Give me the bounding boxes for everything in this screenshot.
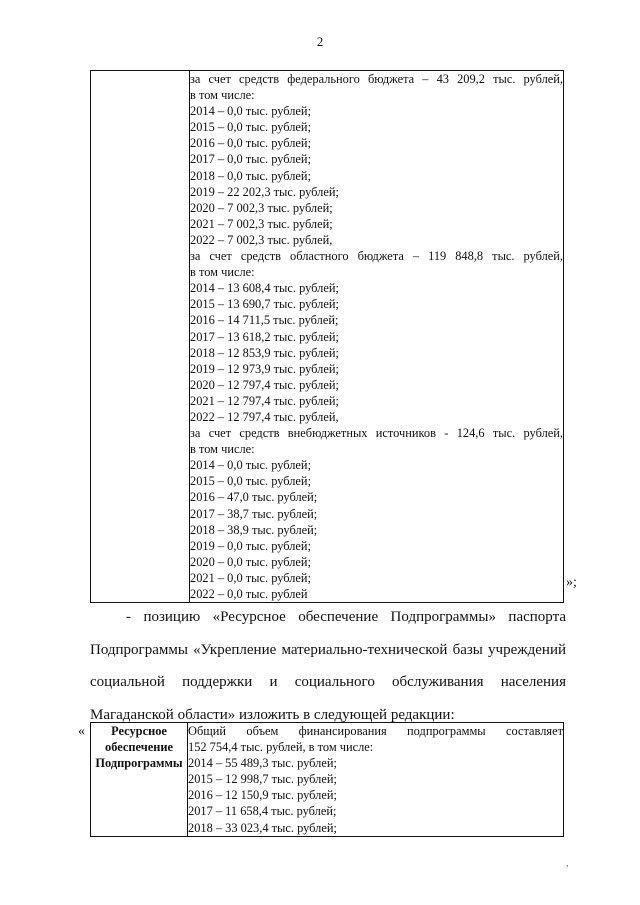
funding-line: 2014 – 55 489,3 тыс. рублей;: [188, 756, 337, 771]
table-label-cell-empty: [91, 71, 190, 603]
label-line: обеспечение: [105, 740, 173, 755]
funding-line: 2016 – 12 150,9 тыс. рублей;: [188, 788, 337, 803]
funding-line: 2017 – 13 618,2 тыс. рублей;: [190, 329, 339, 344]
funding-line: 2021 – 12 797,4 тыс. рублей;: [190, 393, 339, 408]
funding-line: 2021 – 0,0 тыс. рублей;: [190, 570, 312, 585]
funding-line: в том числе:: [190, 265, 255, 280]
funding-line: в том числе:: [190, 442, 255, 457]
funding-line: 2017 – 0,0 тыс. рублей;: [190, 152, 312, 167]
scan-speck: ,: [566, 858, 569, 869]
funding-line: 2016 – 0,0 тыс. рублей;: [190, 136, 312, 151]
label-line: Ресурсное: [111, 724, 167, 738]
amendment-paragraph: [90, 604, 566, 734]
funding-line: 2018 – 0,0 тыс. рублей;: [190, 168, 312, 183]
label-line: Подпрограммы: [95, 756, 183, 771]
paragraph-line: Магаданской области» изложить в следующей редакции:: [90, 706, 455, 723]
paragraph-line: социальной поддержки и социального обслуживания населения: [90, 674, 566, 690]
page-number: 2: [316, 34, 324, 49]
funding-line: 2016 – 14 711,5 тыс. рублей;: [190, 313, 339, 328]
funding-line: 2021 – 7 002,3 тыс. рублей;: [190, 216, 333, 231]
funding-line: 2018 – 33 023,4 тыс. рублей;: [188, 820, 337, 835]
funding-line: 2022 – 7 002,3 тыс. рублей,: [190, 232, 333, 247]
funding-line: 2014 – 0,0 тыс. рублей;: [190, 458, 312, 473]
funding-line: 2018 – 38,9 тыс. рублей;: [190, 522, 318, 537]
funding-line: 2015 – 0,0 тыс. рублей;: [190, 474, 312, 489]
funding-line: 2017 – 11 658,4 тыс. рублей;: [188, 804, 337, 819]
funding-line: 2015 – 13 690,7 тыс. рублей;: [190, 297, 339, 312]
funding-line: 2014 – 0,0 тыс. рублей;: [190, 104, 312, 119]
paragraph-line: Подпрограммы «Укрепление материально-технической базы учреждений: [90, 641, 566, 658]
funding-line: 2015 – 0,0 тыс. рублей;: [190, 120, 312, 135]
funding-line: 2019 – 12 973,9 тыс. рублей;: [190, 361, 339, 376]
funding-line: 2014 – 13 608,4 тыс. рублей;: [190, 281, 339, 296]
funding-line: 152 754,4 тыс. рублей, в том числе:: [188, 740, 374, 755]
resource-provision-content: [188, 723, 564, 837]
funding-line: 2015 – 12 998,7 тыс. рублей;: [188, 772, 337, 787]
funding-line: 2018 – 12 853,9 тыс. рублей;: [190, 345, 339, 360]
funding-line: 2019 – 22 202,3 тыс. рублей;: [190, 184, 339, 199]
funding-line: 2022 – 12 797,4 тыс. рублей,: [190, 409, 339, 424]
resource-provision-label: [91, 723, 188, 837]
closing-quote: »;: [566, 575, 577, 590]
funding-line: за счет средств областного бюджета – 119 848,8 тыс. рублей,: [190, 249, 563, 264]
table-content-cell: [190, 71, 564, 603]
funding-table-continued: [90, 70, 564, 603]
resource-provision-table: [90, 722, 564, 837]
funding-line: 2020 – 0,0 тыс. рублей;: [190, 554, 312, 569]
funding-line: 2019 – 0,0 тыс. рублей;: [190, 538, 312, 553]
funding-line: 2020 – 7 002,3 тыс. рублей;: [190, 200, 333, 215]
paragraph-line: - позицию «Ресурсное обеспечение Подпрограммы» паспорта: [126, 609, 566, 625]
funding-line: 2020 – 12 797,4 тыс. рублей;: [190, 377, 339, 392]
funding-line: за счет средств федерального бюджета – 43 209,2 тыс. рублей,: [190, 72, 563, 86]
funding-line: за счет средств внебюджетных источников - 124,6 тыс. рублей,: [190, 426, 563, 441]
funding-line: 2017 – 38,7 тыс. рублей;: [190, 506, 318, 521]
funding-line: 2022 – 0,0 тыс. рублей: [190, 587, 308, 601]
funding-line: в том числе:: [190, 88, 255, 103]
opening-quote: «: [78, 724, 85, 739]
funding-line: 2016 – 47,0 тыс. рублей;: [190, 490, 318, 505]
funding-line: Общий объем финансирования подпрограммы составляет: [188, 724, 563, 738]
